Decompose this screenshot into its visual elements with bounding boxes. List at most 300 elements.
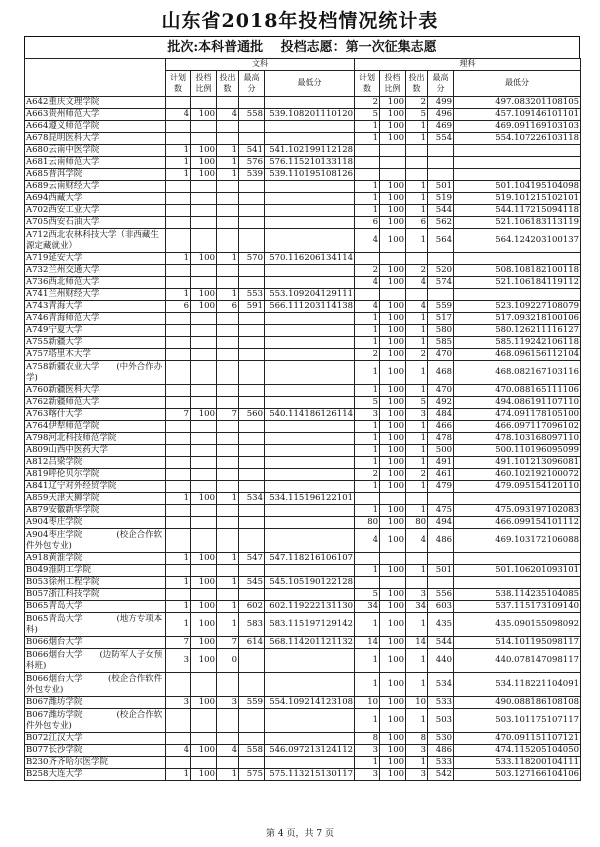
wenke-cell: 570 [239, 253, 265, 265]
like-cell: 3 [355, 769, 380, 781]
batch-subtitle: 批次:本科普通批 投档志愿：第一次征集志愿 [24, 36, 580, 58]
table-row [25, 589, 581, 601]
table-group-header [25, 59, 581, 71]
like-cell: 468.082167103116 [454, 361, 581, 385]
table-row [25, 577, 581, 589]
like-cell: 1 [355, 385, 380, 397]
wenke-cell: 100 [191, 301, 217, 313]
like-cell: 469.091169103103 [454, 121, 581, 133]
like-cell: 100 [380, 697, 406, 709]
wenke-cell: 6 [166, 301, 191, 313]
like-cell: 469 [428, 121, 454, 133]
like-cell [355, 493, 380, 505]
wenke-cell: 1 [166, 157, 191, 169]
wenke-cell [166, 589, 191, 601]
like-cell: 460.102192100072 [454, 469, 581, 481]
wenke-cell [239, 421, 265, 433]
like-cell: 530 [428, 733, 454, 745]
like-cell: 100 [380, 349, 406, 361]
like-cell: 585.119242106118 [454, 337, 581, 349]
wenke-cell [265, 517, 355, 529]
wenke-cell [265, 709, 355, 733]
wenke-cell [217, 589, 239, 601]
wenke-cell [265, 589, 355, 601]
school-name-cell: B066烟台大学 [25, 637, 166, 649]
wenke-cell [239, 325, 265, 337]
like-cell [380, 493, 406, 505]
like-cell [406, 577, 428, 589]
admission-table [24, 58, 581, 781]
like-cell: 100 [380, 409, 406, 421]
like-cell: 100 [380, 757, 406, 769]
like-cell: 478 [428, 433, 454, 445]
like-cell: 100 [380, 181, 406, 193]
wenke-cell [166, 517, 191, 529]
wenke-cell: 100 [191, 157, 217, 169]
wenke-cell [191, 229, 217, 253]
like-cell [454, 577, 581, 589]
wenke-cell [191, 709, 217, 733]
table-row [25, 601, 581, 613]
like-cell: 4 [355, 277, 380, 289]
school-name-cell: B053徐州工程学院 [25, 577, 166, 589]
wenke-cell: 541.102199112128 [265, 145, 355, 157]
like-cell: 100 [380, 481, 406, 493]
col-ratio: 投档比例 [380, 71, 406, 97]
wenke-cell [265, 217, 355, 229]
like-cell: 100 [380, 301, 406, 313]
like-cell: 534 [428, 673, 454, 697]
wenke-cell [191, 733, 217, 745]
wenke-cell: 7 [217, 409, 239, 421]
wenke-cell: 4 [166, 745, 191, 757]
wenke-cell [166, 229, 191, 253]
wenke-cell [217, 349, 239, 361]
like-cell: 517 [428, 313, 454, 325]
wenke-cell: 100 [191, 577, 217, 589]
like-cell: 1 [406, 757, 428, 769]
like-cell: 466 [428, 421, 454, 433]
like-cell: 80 [355, 517, 380, 529]
wenke-cell [166, 505, 191, 517]
like-cell: 435.090155098092 [454, 613, 581, 637]
like-cell: 3 [406, 745, 428, 757]
like-cell: 2 [355, 349, 380, 361]
wenke-cell [239, 121, 265, 133]
table-row [25, 493, 581, 505]
like-cell: 537.115173109140 [454, 601, 581, 613]
wenke-cell: 100 [191, 493, 217, 505]
like-cell: 6 [355, 217, 380, 229]
like-cell: 1 [406, 361, 428, 385]
like-cell [355, 289, 380, 301]
wenke-cell [265, 481, 355, 493]
table-row [25, 613, 581, 637]
school-name-cell: A749宁夏大学 [25, 325, 166, 337]
like-cell: 100 [380, 733, 406, 745]
like-cell: 461 [428, 469, 454, 481]
wenke-cell: 547.118216106107 [265, 553, 355, 565]
table-row [25, 769, 581, 781]
like-cell [355, 253, 380, 265]
wenke-cell [217, 517, 239, 529]
school-name-cell: A764伊犁师范学院 [25, 421, 166, 433]
wenke-cell [166, 121, 191, 133]
wenke-cell: 1 [217, 145, 239, 157]
table-row [25, 169, 581, 181]
page-footer: 第 4 页，共 7 页 [266, 829, 334, 839]
table-row [25, 109, 581, 121]
wenke-cell [239, 361, 265, 385]
like-cell: 501 [428, 565, 454, 577]
col-plan: 计划数 [355, 71, 380, 97]
wenke-cell: 539 [239, 169, 265, 181]
wenke-cell: 583 [239, 613, 265, 637]
like-cell: 100 [380, 457, 406, 469]
table-row [25, 745, 581, 757]
wenke-cell: 100 [191, 601, 217, 613]
wenke-cell [217, 445, 239, 457]
wenke-cell: 541 [239, 145, 265, 157]
like-cell: 1 [355, 613, 380, 637]
wenke-cell [239, 337, 265, 349]
wenke-cell [191, 265, 217, 277]
like-cell [428, 169, 454, 181]
wenke-cell [265, 649, 355, 673]
like-cell: 503.101175107117 [454, 709, 581, 733]
school-name-cell: A758新疆农业大学 (中外合作办学) [25, 361, 166, 385]
table-row [25, 409, 581, 421]
like-cell [428, 253, 454, 265]
table-row [25, 385, 581, 397]
like-cell: 520 [428, 265, 454, 277]
wenke-cell [239, 277, 265, 289]
wenke-cell [239, 217, 265, 229]
page-title: 山东省2018年投档情况统计表 [161, 10, 439, 32]
wenke-cell [166, 529, 191, 553]
school-name-cell: B065青岛大学 (地方专项本科) [25, 613, 166, 637]
wenke-cell [265, 193, 355, 205]
like-cell: 1 [355, 133, 380, 145]
wenke-cell [265, 505, 355, 517]
col-issued: 投出数 [217, 71, 239, 97]
like-cell: 100 [380, 601, 406, 613]
like-cell: 4 [406, 277, 428, 289]
like-cell: 2 [406, 97, 428, 109]
like-cell: 562 [428, 217, 454, 229]
school-name-cell: A705西安石油大学 [25, 217, 166, 229]
wenke-cell: 100 [191, 409, 217, 421]
school-name-cell: B067潍坊学院 [25, 697, 166, 709]
table-row [25, 553, 581, 565]
like-cell: 1 [406, 421, 428, 433]
wenke-cell [191, 361, 217, 385]
wenke-cell [239, 97, 265, 109]
school-name-cell: A760新疆医科大学 [25, 385, 166, 397]
like-cell: 4 [406, 301, 428, 313]
like-cell [355, 157, 380, 169]
school-name-cell: A741兰州财经大学 [25, 289, 166, 301]
like-cell: 585 [428, 337, 454, 349]
like-cell: 496 [428, 109, 454, 121]
wenke-cell: 540.114186126114 [265, 409, 355, 421]
wenke-cell: 545 [239, 577, 265, 589]
wenke-cell [217, 193, 239, 205]
like-cell: 3 [406, 769, 428, 781]
like-cell: 100 [380, 325, 406, 337]
like-cell: 508.108182100118 [454, 265, 581, 277]
school-name-cell: A642重庆文理学院 [25, 97, 166, 109]
wenke-cell [191, 181, 217, 193]
like-cell: 1 [355, 505, 380, 517]
wenke-cell [191, 193, 217, 205]
school-header-cell [25, 59, 166, 97]
wenke-cell [166, 673, 191, 697]
like-cell [380, 553, 406, 565]
like-cell [380, 577, 406, 589]
wenke-cell: 559 [239, 697, 265, 709]
table-row [25, 97, 581, 109]
like-cell: 1 [355, 649, 380, 673]
wenke-cell: 100 [191, 553, 217, 565]
wenke-cell [191, 517, 217, 529]
school-name-cell: A681云南师范大学 [25, 157, 166, 169]
like-cell: 468.096156112104 [454, 349, 581, 361]
like-cell: 100 [380, 217, 406, 229]
wenke-cell [239, 649, 265, 673]
like-cell: 580 [428, 325, 454, 337]
wenke-cell [166, 277, 191, 289]
wenke-cell: 100 [191, 769, 217, 781]
like-cell: 500 [428, 445, 454, 457]
like-cell: 100 [380, 649, 406, 673]
wenke-cell: 1 [166, 253, 191, 265]
like-cell: 14 [406, 637, 428, 649]
wenke-cell [217, 421, 239, 433]
wenke-cell [191, 277, 217, 289]
table-row [25, 193, 581, 205]
like-cell: 1 [355, 565, 380, 577]
like-cell: 100 [380, 421, 406, 433]
wenke-cell: 100 [191, 253, 217, 265]
wenke-cell [191, 325, 217, 337]
like-cell: 100 [380, 517, 406, 529]
table-row [25, 181, 581, 193]
wenke-cell: 1 [166, 169, 191, 181]
wenke-cell [265, 385, 355, 397]
like-cell: 466.099154101112 [454, 517, 581, 529]
wenke-cell [166, 133, 191, 145]
col-min: 最低分 [265, 71, 355, 97]
table-row [25, 517, 581, 529]
table-row [25, 637, 581, 649]
wenke-cell [191, 205, 217, 217]
wenke-cell: 1 [166, 553, 191, 565]
wenke-cell [166, 445, 191, 457]
like-cell: 1 [355, 433, 380, 445]
table-row [25, 673, 581, 697]
table-row [25, 433, 581, 445]
wenke-cell [239, 757, 265, 769]
wenke-cell [239, 133, 265, 145]
wenke-cell [217, 565, 239, 577]
wenke-cell: 576 [239, 157, 265, 169]
like-cell: 484 [428, 409, 454, 421]
like-cell: 3 [406, 589, 428, 601]
like-cell: 554 [428, 133, 454, 145]
col-issued: 投出数 [406, 71, 428, 97]
wenke-cell: 547 [239, 553, 265, 565]
wenke-cell: 7 [166, 409, 191, 421]
wenke-cell: 575 [239, 769, 265, 781]
wenke-cell: 1 [166, 577, 191, 589]
wenke-cell [265, 349, 355, 361]
wenke-cell: 546.097213124112 [265, 745, 355, 757]
school-name-cell: A664遵义师范学院 [25, 121, 166, 133]
wenke-cell [217, 757, 239, 769]
like-cell [428, 577, 454, 589]
wenke-cell [166, 457, 191, 469]
wenke-cell: 0 [217, 649, 239, 673]
like-cell: 440.078147098117 [454, 649, 581, 673]
like-cell: 1 [406, 709, 428, 733]
wenke-cell: 7 [166, 637, 191, 649]
wenke-cell [191, 421, 217, 433]
wenke-cell: 100 [191, 745, 217, 757]
like-cell: 5 [355, 109, 380, 121]
like-cell: 4 [355, 229, 380, 253]
like-cell: 1 [406, 613, 428, 637]
wenke-cell: 570.116206134114 [265, 253, 355, 265]
like-cell: 100 [380, 109, 406, 121]
wenke-cell [166, 205, 191, 217]
like-cell: 100 [380, 397, 406, 409]
like-cell: 517.093218100106 [454, 313, 581, 325]
wenke-cell: 1 [217, 601, 239, 613]
wenke-cell [191, 589, 217, 601]
wenke-cell [239, 589, 265, 601]
wenke-cell: 558 [239, 109, 265, 121]
like-cell: 100 [380, 121, 406, 133]
wenke-cell [265, 277, 355, 289]
like-cell: 574 [428, 277, 454, 289]
like-cell: 534.118221104091 [454, 673, 581, 697]
wenke-cell [217, 97, 239, 109]
like-cell [406, 289, 428, 301]
like-cell: 521.106183113119 [454, 217, 581, 229]
like-cell: 100 [380, 637, 406, 649]
like-cell: 486 [428, 529, 454, 553]
like-cell: 100 [380, 385, 406, 397]
school-name-cell: A904枣庄学院 [25, 517, 166, 529]
like-cell: 100 [380, 529, 406, 553]
wenke-cell [191, 97, 217, 109]
wenke-cell [191, 385, 217, 397]
wenke-cell [265, 181, 355, 193]
like-cell: 10 [355, 697, 380, 709]
like-cell: 514.101195098117 [454, 637, 581, 649]
wenke-cell [217, 529, 239, 553]
like-cell: 1 [355, 445, 380, 457]
like-cell: 100 [380, 337, 406, 349]
school-name-cell: A763喀什大学 [25, 409, 166, 421]
like-cell [454, 553, 581, 565]
school-name-cell: A904枣庄学院 (校企合作软件外包专业) [25, 529, 166, 553]
wenke-cell: 583.115197129142 [265, 613, 355, 637]
wenke-cell [265, 313, 355, 325]
table-row [25, 697, 581, 709]
school-name-cell: B230齐齐哈尔医学院 [25, 757, 166, 769]
wenke-cell [217, 265, 239, 277]
wenke-cell [239, 229, 265, 253]
like-cell: 564 [428, 229, 454, 253]
wenke-cell [191, 673, 217, 697]
like-cell [454, 145, 581, 157]
table-row [25, 313, 581, 325]
school-name-cell: A678昆明医科大学 [25, 133, 166, 145]
wenke-cell: 6 [217, 301, 239, 313]
like-cell: 100 [380, 565, 406, 577]
school-name-cell: A809山西中医药大学 [25, 445, 166, 457]
like-cell: 564.124203100137 [454, 229, 581, 253]
school-name-cell: B065青岛大学 [25, 601, 166, 613]
wenke-cell [239, 181, 265, 193]
school-name-cell: A732兰州交通大学 [25, 265, 166, 277]
like-cell: 1 [355, 673, 380, 697]
wenke-cell: 554.109214123108 [265, 697, 355, 709]
table-row [25, 481, 581, 493]
wenke-cell: 3 [166, 649, 191, 673]
wenke-cell [191, 313, 217, 325]
like-cell: 469.103172106088 [454, 529, 581, 553]
school-name-cell: A755新疆大学 [25, 337, 166, 349]
like-cell [355, 169, 380, 181]
like-cell [380, 145, 406, 157]
table-row [25, 229, 581, 253]
wenke-cell [239, 709, 265, 733]
like-cell: 503.127166104106 [454, 769, 581, 781]
wenke-cell [265, 397, 355, 409]
like-cell: 100 [380, 97, 406, 109]
like-cell: 1 [355, 325, 380, 337]
table-row [25, 217, 581, 229]
school-name-cell: B066烟台大学 (校企合作软件外包专业) [25, 673, 166, 697]
like-cell: 1 [355, 121, 380, 133]
wenke-cell [166, 361, 191, 385]
like-cell [380, 157, 406, 169]
wenke-cell [239, 505, 265, 517]
school-name-cell: A812吕梁学院 [25, 457, 166, 469]
wenke-cell [265, 337, 355, 349]
wenke-cell: 560 [239, 409, 265, 421]
wenke-cell [217, 361, 239, 385]
wenke-cell [265, 265, 355, 277]
wenke-cell [239, 205, 265, 217]
like-cell: 1 [406, 445, 428, 457]
wenke-cell [166, 313, 191, 325]
wenke-cell [217, 337, 239, 349]
school-name-cell: A746青海师范大学 [25, 313, 166, 325]
like-cell: 544 [428, 205, 454, 217]
wenke-cell: 545.105190122128 [265, 577, 355, 589]
like-cell: 4 [355, 529, 380, 553]
wenke-cell [191, 565, 217, 577]
like-cell: 80 [406, 517, 428, 529]
like-cell: 5 [355, 589, 380, 601]
school-name-cell: B077长沙学院 [25, 745, 166, 757]
like-cell: 2 [355, 469, 380, 481]
wenke-cell [239, 565, 265, 577]
